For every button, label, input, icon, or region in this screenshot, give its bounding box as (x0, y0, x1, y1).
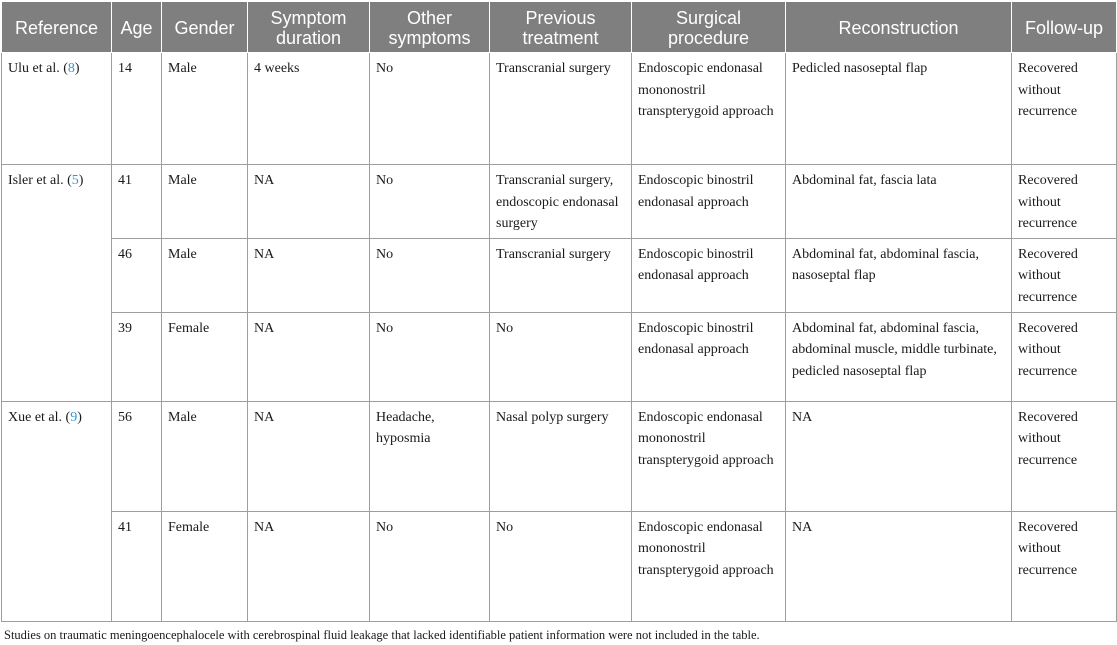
header-reference: Reference (2, 2, 112, 53)
table-header (2, 2, 1117, 53)
surgical-procedure-cell: Endoscopic endonasal mononostril transpterygoid approach (632, 53, 786, 165)
reference-name: Ulu et al. ( (8, 61, 68, 76)
table-row (2, 165, 1117, 239)
follow-up-cell: Recovered without recurrence (1012, 53, 1117, 165)
table-row (2, 238, 1117, 312)
gender-cell: Male (162, 401, 248, 511)
reference-cell (2, 401, 112, 621)
reference-name: Isler et al. ( (8, 173, 72, 188)
header-reconstruction: Reconstruction (786, 2, 1012, 53)
duration-cell: NA (248, 401, 370, 511)
header-symptom-duration: Symptom duration (248, 2, 370, 53)
reference-cell (2, 53, 112, 165)
header-previous-treatment: Previous treatment (490, 2, 632, 53)
follow-up-cell: Recovered without recurrence (1012, 401, 1117, 511)
previous-treatment-cell: No (490, 511, 632, 621)
table-row (2, 53, 1117, 165)
age-cell: 56 (112, 401, 162, 511)
header-follow-up: Follow-up (1012, 2, 1117, 53)
reconstruction-cell: Pedicled nasoseptal flap (786, 53, 1012, 165)
other-symptoms-cell: No (370, 312, 490, 401)
previous-treatment-cell: No (490, 312, 632, 401)
header-row (2, 2, 1117, 53)
reference-cell (2, 165, 112, 402)
table-row (2, 312, 1117, 401)
previous-treatment-cell: Nasal polyp surgery (490, 401, 632, 511)
reference-close: ) (77, 409, 82, 425)
age-cell: 46 (112, 238, 162, 312)
header-age: Age (112, 2, 162, 53)
duration-cell: NA (248, 238, 370, 312)
reference-name: Xue et al. ( (8, 409, 71, 425)
reconstruction-cell: Abdominal fat, fascia lata (786, 165, 1012, 239)
age-cell: 14 (112, 53, 162, 165)
header-surgical-procedure: Surgical procedure (632, 2, 786, 53)
other-symptoms-cell: No (370, 238, 490, 312)
gender-cell: Female (162, 511, 248, 621)
age-cell: 41 (112, 511, 162, 621)
header-gender: Gender (162, 2, 248, 53)
surgical-procedure-cell: Endoscopic endonasal mononostril transpterygoid approach (632, 511, 786, 621)
duration-cell: NA (248, 165, 370, 239)
previous-treatment-cell: Transcranial surgery (490, 53, 632, 165)
follow-up-cell: Recovered without recurrence (1012, 238, 1117, 312)
reconstruction-cell: NA (786, 511, 1012, 621)
surgical-procedure-cell: Endoscopic binostril endonasal approach (632, 312, 786, 401)
age-cell: 39 (112, 312, 162, 401)
reconstruction-cell: Abdominal fat, abdominal fascia, abdominal muscle, middle turbinate, pedicled nasoseptal flap (786, 312, 1012, 401)
duration-cell: NA (248, 511, 370, 621)
reconstruction-cell: Abdominal fat, abdominal fascia, nasoseptal flap (786, 238, 1012, 312)
header-other-symptoms: Other symptoms (370, 2, 490, 53)
surgical-procedure-cell: Endoscopic binostril endonasal approach (632, 165, 786, 239)
citation-link[interactable]: 9 (70, 409, 78, 425)
other-symptoms-cell: No (370, 53, 490, 165)
previous-treatment-cell: Transcranial surgery, endoscopic endonasal surgery (490, 165, 632, 239)
follow-up-cell: Recovered without recurrence (1012, 165, 1117, 239)
gender-cell: Male (162, 165, 248, 239)
table-row (2, 511, 1117, 621)
duration-cell: 4 weeks (248, 53, 370, 165)
previous-treatment-cell: Transcranial surgery (490, 238, 632, 312)
studies-table (1, 1, 1117, 622)
surgical-procedure-cell: Endoscopic endonasal mononostril transpterygoid approach (632, 401, 786, 511)
citation-link[interactable]: 5 (71, 173, 79, 188)
duration-cell: NA (248, 312, 370, 401)
table-footnote: Studies on traumatic meningoencephalocele with cerebrospinal fluid leakage that lacked identifiable patient information were not included in the table. (4, 628, 760, 642)
table-row (2, 401, 1117, 511)
table-body (2, 53, 1117, 622)
follow-up-cell: Recovered without recurrence (1012, 511, 1117, 621)
other-symptoms-cell: No (370, 511, 490, 621)
other-symptoms-cell: No (370, 165, 490, 239)
reconstruction-cell: NA (786, 401, 1012, 511)
other-symptoms-cell: Headache, hyposmia (370, 401, 490, 511)
reference-close: ) (78, 173, 84, 188)
citation-link[interactable]: 8 (67, 61, 75, 76)
age-cell: 41 (112, 165, 162, 239)
gender-cell: Male (162, 53, 248, 165)
follow-up-cell: Recovered without recurrence (1012, 312, 1117, 401)
surgical-procedure-cell: Endoscopic binostril endonasal approach (632, 238, 786, 312)
reference-close: ) (74, 61, 80, 76)
gender-cell: Male (162, 238, 248, 312)
gender-cell: Female (162, 312, 248, 401)
